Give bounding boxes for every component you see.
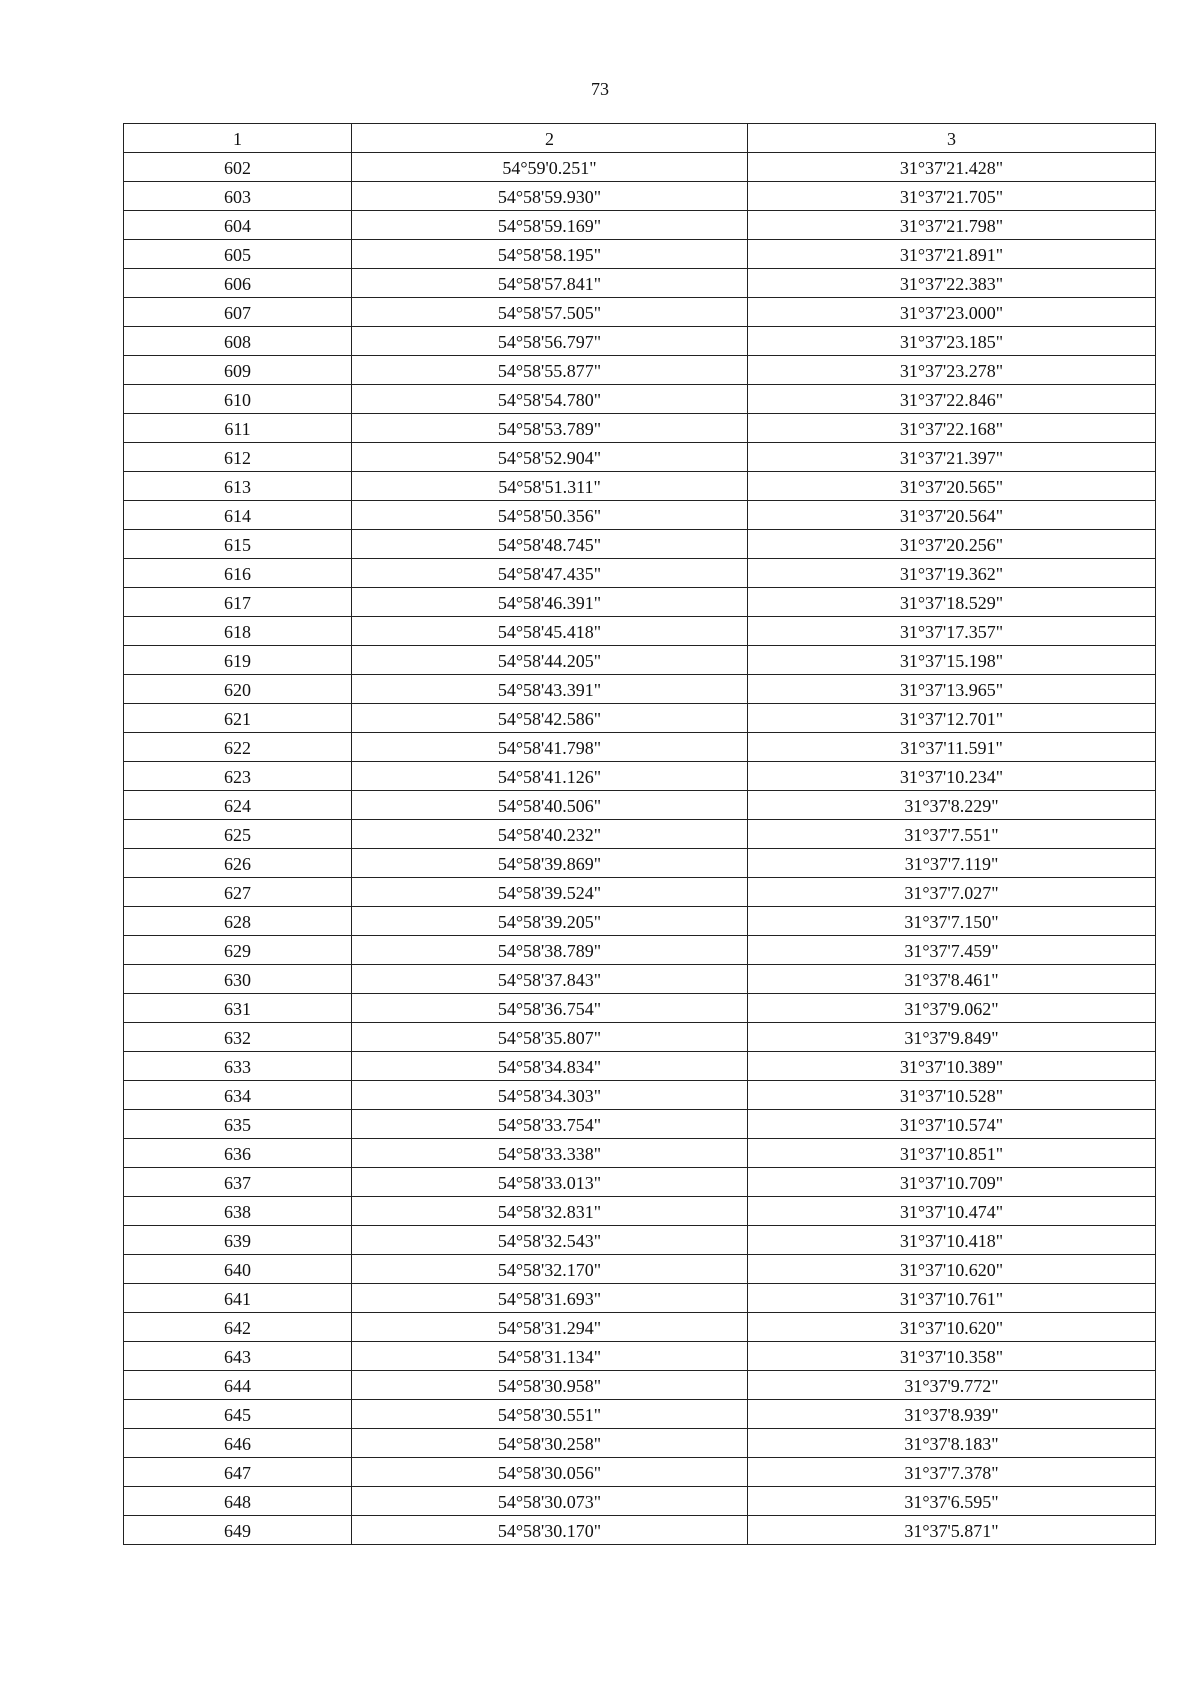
point-number-cell: 648 xyxy=(124,1487,352,1516)
latitude-cell: 54°58'42.586" xyxy=(352,704,748,733)
latitude-cell: 54°58'33.013" xyxy=(352,1168,748,1197)
table-row xyxy=(124,1139,1156,1168)
table-row xyxy=(124,762,1156,791)
table-row xyxy=(124,1371,1156,1400)
longitude-cell: 31°37'8.939" xyxy=(748,1400,1156,1429)
point-number-cell: 629 xyxy=(124,936,352,965)
longitude-cell: 31°37'6.595" xyxy=(748,1487,1156,1516)
table-row xyxy=(124,1487,1156,1516)
table-row xyxy=(124,1168,1156,1197)
table-row xyxy=(124,327,1156,356)
latitude-cell: 54°58'32.831" xyxy=(352,1197,748,1226)
table-row xyxy=(124,733,1156,762)
longitude-cell: 31°37'13.965" xyxy=(748,675,1156,704)
point-number-cell: 627 xyxy=(124,878,352,907)
point-number-cell: 620 xyxy=(124,675,352,704)
table-row xyxy=(124,820,1156,849)
longitude-cell: 31°37'9.062" xyxy=(748,994,1156,1023)
longitude-cell: 31°37'8.183" xyxy=(748,1429,1156,1458)
latitude-cell: 54°58'58.195" xyxy=(352,240,748,269)
table-row xyxy=(124,501,1156,530)
longitude-cell: 31°37'10.761" xyxy=(748,1284,1156,1313)
point-number-cell: 634 xyxy=(124,1081,352,1110)
table-row xyxy=(124,617,1156,646)
point-number-cell: 640 xyxy=(124,1255,352,1284)
latitude-cell: 54°58'53.789" xyxy=(352,414,748,443)
latitude-cell: 54°59'0.251" xyxy=(352,153,748,182)
point-number-cell: 637 xyxy=(124,1168,352,1197)
longitude-cell: 31°37'22.383" xyxy=(748,269,1156,298)
longitude-cell: 31°37'21.705" xyxy=(748,182,1156,211)
latitude-cell: 54°58'31.134" xyxy=(352,1342,748,1371)
point-number-cell: 631 xyxy=(124,994,352,1023)
latitude-cell: 54°58'43.391" xyxy=(352,675,748,704)
latitude-cell: 54°58'40.506" xyxy=(352,791,748,820)
latitude-cell: 54°58'30.258" xyxy=(352,1429,748,1458)
longitude-cell: 31°37'23.185" xyxy=(748,327,1156,356)
latitude-cell: 54°58'30.958" xyxy=(352,1371,748,1400)
latitude-cell: 54°58'44.205" xyxy=(352,646,748,675)
latitude-cell: 54°58'30.551" xyxy=(352,1400,748,1429)
table-row xyxy=(124,675,1156,704)
point-number-cell: 649 xyxy=(124,1516,352,1545)
point-number-cell: 633 xyxy=(124,1052,352,1081)
latitude-cell: 54°58'56.797" xyxy=(352,327,748,356)
point-number-cell: 623 xyxy=(124,762,352,791)
latitude-cell: 54°58'41.126" xyxy=(352,762,748,791)
coordinates-table xyxy=(123,123,1156,1545)
latitude-cell: 54°58'59.930" xyxy=(352,182,748,211)
point-number-cell: 638 xyxy=(124,1197,352,1226)
point-number-cell: 644 xyxy=(124,1371,352,1400)
longitude-cell: 31°37'21.397" xyxy=(748,443,1156,472)
latitude-cell: 54°58'31.693" xyxy=(352,1284,748,1313)
table-row xyxy=(124,965,1156,994)
table-row xyxy=(124,1342,1156,1371)
longitude-cell: 31°37'20.564" xyxy=(748,501,1156,530)
point-number-cell: 615 xyxy=(124,530,352,559)
column-header-1: 1 xyxy=(124,124,352,153)
latitude-cell: 54°58'45.418" xyxy=(352,617,748,646)
longitude-cell: 31°37'7.551" xyxy=(748,820,1156,849)
table-row xyxy=(124,849,1156,878)
longitude-cell: 31°37'22.846" xyxy=(748,385,1156,414)
table-row xyxy=(124,646,1156,675)
point-number-cell: 645 xyxy=(124,1400,352,1429)
longitude-cell: 31°37'7.378" xyxy=(748,1458,1156,1487)
longitude-cell: 31°37'5.871" xyxy=(748,1516,1156,1545)
latitude-cell: 54°58'35.807" xyxy=(352,1023,748,1052)
longitude-cell: 31°37'7.119" xyxy=(748,849,1156,878)
column-header-3: 3 xyxy=(748,124,1156,153)
table-row xyxy=(124,588,1156,617)
column-header-2: 2 xyxy=(352,124,748,153)
longitude-cell: 31°37'21.798" xyxy=(748,211,1156,240)
table-row xyxy=(124,791,1156,820)
latitude-cell: 54°58'38.789" xyxy=(352,936,748,965)
longitude-cell: 31°37'10.851" xyxy=(748,1139,1156,1168)
latitude-cell: 54°58'50.356" xyxy=(352,501,748,530)
table-row xyxy=(124,936,1156,965)
point-number-cell: 618 xyxy=(124,617,352,646)
table-row xyxy=(124,1255,1156,1284)
latitude-cell: 54°58'34.834" xyxy=(352,1052,748,1081)
table-row xyxy=(124,1226,1156,1255)
longitude-cell: 31°37'23.278" xyxy=(748,356,1156,385)
point-number-cell: 646 xyxy=(124,1429,352,1458)
longitude-cell: 31°37'10.418" xyxy=(748,1226,1156,1255)
table-row xyxy=(124,704,1156,733)
longitude-cell: 31°37'12.701" xyxy=(748,704,1156,733)
point-number-cell: 630 xyxy=(124,965,352,994)
longitude-cell: 31°37'19.362" xyxy=(748,559,1156,588)
point-number-cell: 635 xyxy=(124,1110,352,1139)
point-number-cell: 636 xyxy=(124,1139,352,1168)
table-row xyxy=(124,1052,1156,1081)
point-number-cell: 606 xyxy=(124,269,352,298)
table-row xyxy=(124,269,1156,298)
table-row xyxy=(124,1110,1156,1139)
latitude-cell: 54°58'40.232" xyxy=(352,820,748,849)
point-number-cell: 621 xyxy=(124,704,352,733)
table-row xyxy=(124,414,1156,443)
longitude-cell: 31°37'7.027" xyxy=(748,878,1156,907)
point-number-cell: 602 xyxy=(124,153,352,182)
table-row xyxy=(124,1023,1156,1052)
point-number-cell: 603 xyxy=(124,182,352,211)
longitude-cell: 31°37'8.229" xyxy=(748,791,1156,820)
point-number-cell: 616 xyxy=(124,559,352,588)
point-number-cell: 643 xyxy=(124,1342,352,1371)
point-number-cell: 642 xyxy=(124,1313,352,1342)
latitude-cell: 54°58'52.904" xyxy=(352,443,748,472)
latitude-cell: 54°58'39.205" xyxy=(352,907,748,936)
table-row xyxy=(124,385,1156,414)
point-number-cell: 628 xyxy=(124,907,352,936)
longitude-cell: 31°37'10.389" xyxy=(748,1052,1156,1081)
table-row xyxy=(124,994,1156,1023)
longitude-cell: 31°37'10.709" xyxy=(748,1168,1156,1197)
table-row xyxy=(124,443,1156,472)
table-row xyxy=(124,1313,1156,1342)
latitude-cell: 54°58'39.524" xyxy=(352,878,748,907)
longitude-cell: 31°37'20.256" xyxy=(748,530,1156,559)
page-number: 73 xyxy=(591,79,609,99)
latitude-cell: 54°58'46.391" xyxy=(352,588,748,617)
point-number-cell: 622 xyxy=(124,733,352,762)
table-row xyxy=(124,530,1156,559)
point-number-cell: 607 xyxy=(124,298,352,327)
longitude-cell: 31°37'18.529" xyxy=(748,588,1156,617)
table-row xyxy=(124,1458,1156,1487)
latitude-cell: 54°58'34.303" xyxy=(352,1081,748,1110)
latitude-cell: 54°58'55.877" xyxy=(352,356,748,385)
latitude-cell: 54°58'32.170" xyxy=(352,1255,748,1284)
point-number-cell: 625 xyxy=(124,820,352,849)
longitude-cell: 31°37'10.620" xyxy=(748,1313,1156,1342)
table-header-row xyxy=(124,124,1156,153)
table-row xyxy=(124,356,1156,385)
table-row xyxy=(124,878,1156,907)
longitude-cell: 31°37'21.428" xyxy=(748,153,1156,182)
point-number-cell: 632 xyxy=(124,1023,352,1052)
longitude-cell: 31°37'7.150" xyxy=(748,907,1156,936)
point-number-cell: 611 xyxy=(124,414,352,443)
longitude-cell: 31°37'10.234" xyxy=(748,762,1156,791)
latitude-cell: 54°58'48.745" xyxy=(352,530,748,559)
longitude-cell: 31°37'10.474" xyxy=(748,1197,1156,1226)
table-body xyxy=(124,153,1156,1545)
table-row xyxy=(124,1429,1156,1458)
table-row xyxy=(124,1197,1156,1226)
latitude-cell: 54°58'32.543" xyxy=(352,1226,748,1255)
longitude-cell: 31°37'11.591" xyxy=(748,733,1156,762)
point-number-cell: 624 xyxy=(124,791,352,820)
table-row xyxy=(124,1081,1156,1110)
longitude-cell: 31°37'10.574" xyxy=(748,1110,1156,1139)
longitude-cell: 31°37'9.849" xyxy=(748,1023,1156,1052)
table-row xyxy=(124,907,1156,936)
latitude-cell: 54°58'57.505" xyxy=(352,298,748,327)
point-number-cell: 614 xyxy=(124,501,352,530)
point-number-cell: 610 xyxy=(124,385,352,414)
point-number-cell: 605 xyxy=(124,240,352,269)
latitude-cell: 54°58'31.294" xyxy=(352,1313,748,1342)
longitude-cell: 31°37'10.358" xyxy=(748,1342,1156,1371)
point-number-cell: 619 xyxy=(124,646,352,675)
longitude-cell: 31°37'9.772" xyxy=(748,1371,1156,1400)
latitude-cell: 54°58'57.841" xyxy=(352,269,748,298)
table-row xyxy=(124,1400,1156,1429)
latitude-cell: 54°58'54.780" xyxy=(352,385,748,414)
latitude-cell: 54°58'33.754" xyxy=(352,1110,748,1139)
longitude-cell: 31°37'22.168" xyxy=(748,414,1156,443)
latitude-cell: 54°58'30.056" xyxy=(352,1458,748,1487)
latitude-cell: 54°58'59.169" xyxy=(352,211,748,240)
table-row xyxy=(124,182,1156,211)
longitude-cell: 31°37'7.459" xyxy=(748,936,1156,965)
latitude-cell: 54°58'33.338" xyxy=(352,1139,748,1168)
table-row xyxy=(124,240,1156,269)
latitude-cell: 54°58'41.798" xyxy=(352,733,748,762)
longitude-cell: 31°37'21.891" xyxy=(748,240,1156,269)
latitude-cell: 54°58'47.435" xyxy=(352,559,748,588)
point-number-cell: 626 xyxy=(124,849,352,878)
table-row xyxy=(124,211,1156,240)
point-number-cell: 604 xyxy=(124,211,352,240)
table-row xyxy=(124,1516,1156,1545)
point-number-cell: 641 xyxy=(124,1284,352,1313)
table-row xyxy=(124,559,1156,588)
point-number-cell: 612 xyxy=(124,443,352,472)
longitude-cell: 31°37'10.620" xyxy=(748,1255,1156,1284)
latitude-cell: 54°58'51.311" xyxy=(352,472,748,501)
latitude-cell: 54°58'30.170" xyxy=(352,1516,748,1545)
point-number-cell: 639 xyxy=(124,1226,352,1255)
point-number-cell: 608 xyxy=(124,327,352,356)
point-number-cell: 617 xyxy=(124,588,352,617)
point-number-cell: 613 xyxy=(124,472,352,501)
latitude-cell: 54°58'39.869" xyxy=(352,849,748,878)
point-number-cell: 647 xyxy=(124,1458,352,1487)
table-row xyxy=(124,153,1156,182)
longitude-cell: 31°37'23.000" xyxy=(748,298,1156,327)
longitude-cell: 31°37'8.461" xyxy=(748,965,1156,994)
longitude-cell: 31°37'10.528" xyxy=(748,1081,1156,1110)
table-row xyxy=(124,1284,1156,1313)
table-row xyxy=(124,472,1156,501)
latitude-cell: 54°58'30.073" xyxy=(352,1487,748,1516)
latitude-cell: 54°58'37.843" xyxy=(352,965,748,994)
table-row xyxy=(124,298,1156,327)
longitude-cell: 31°37'20.565" xyxy=(748,472,1156,501)
longitude-cell: 31°37'15.198" xyxy=(748,646,1156,675)
longitude-cell: 31°37'17.357" xyxy=(748,617,1156,646)
latitude-cell: 54°58'36.754" xyxy=(352,994,748,1023)
point-number-cell: 609 xyxy=(124,356,352,385)
